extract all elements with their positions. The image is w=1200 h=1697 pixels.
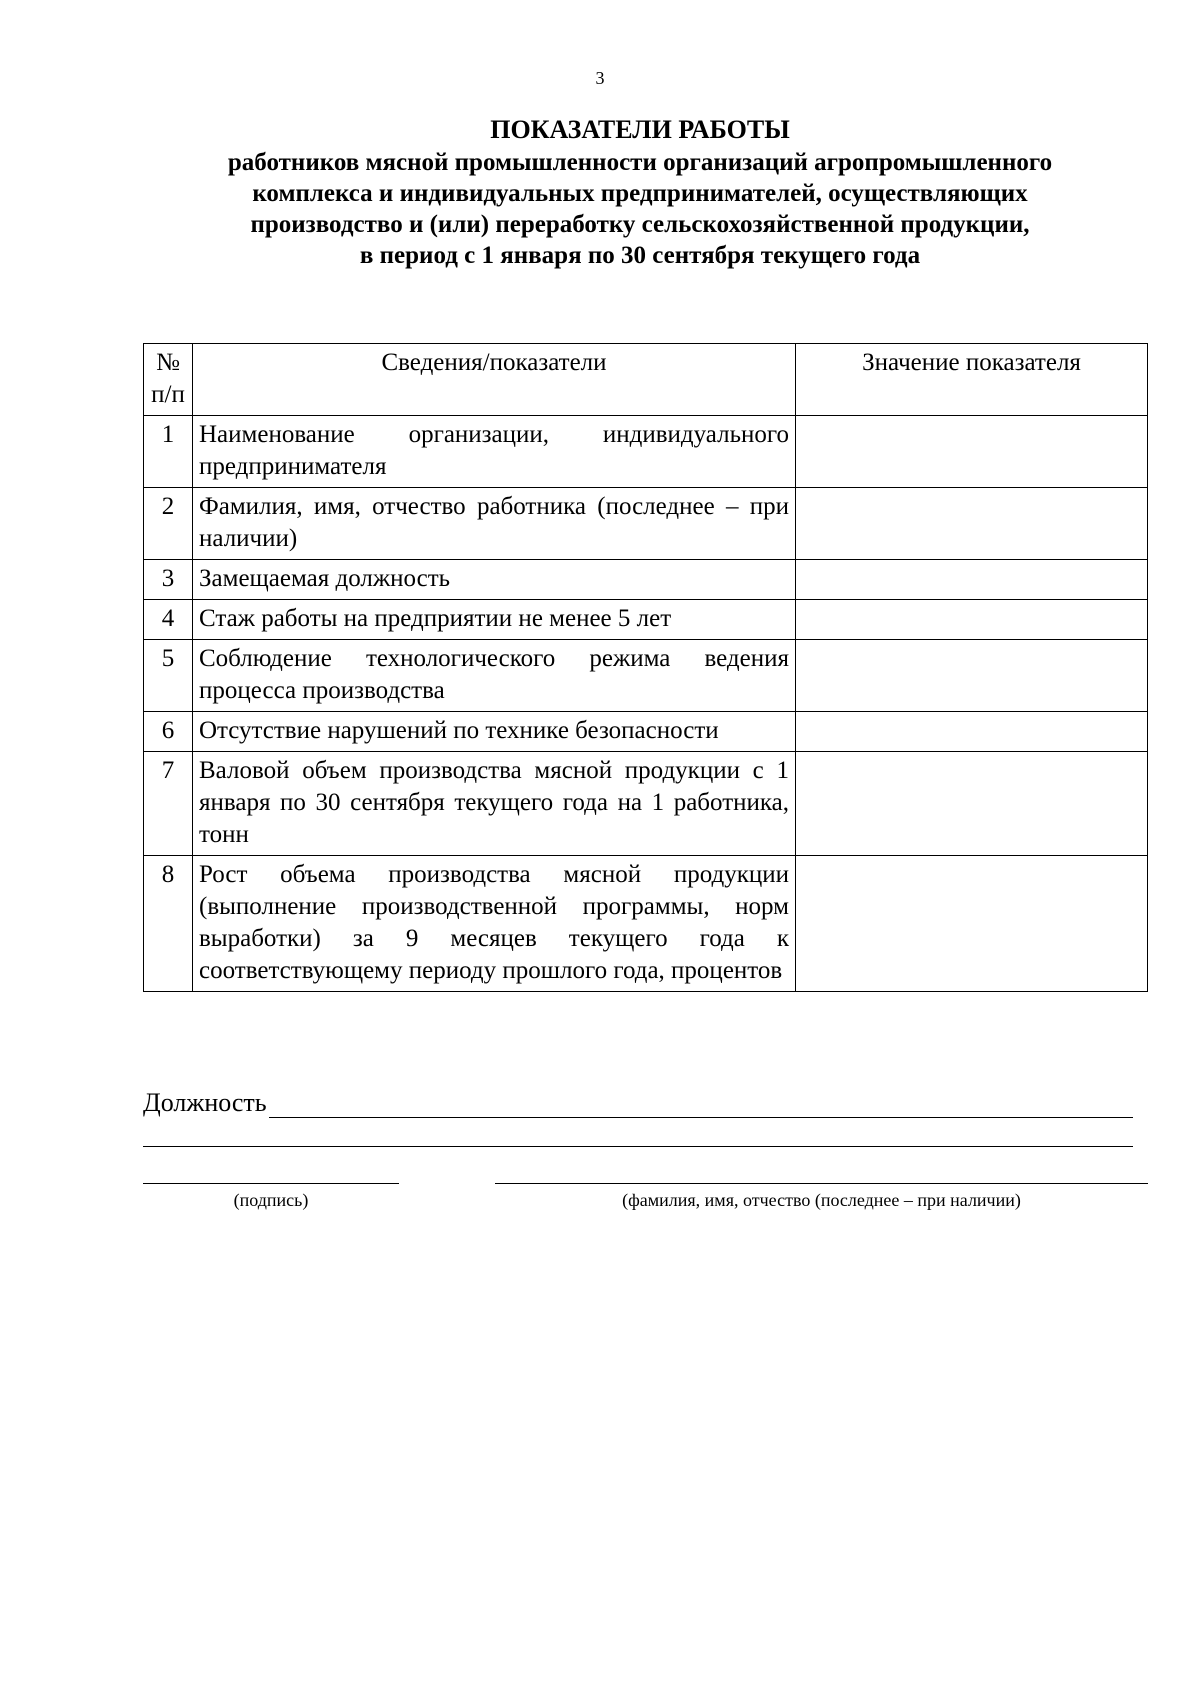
row-text: Замещаемая должность: [193, 560, 796, 600]
signature-caption: (подпись): [233, 1190, 309, 1210]
table-row: [144, 560, 1148, 600]
page-number: 3: [595, 68, 605, 88]
full-name-line[interactable]: [495, 1183, 1148, 1184]
row-number: 6: [144, 712, 193, 752]
header-info: Сведения/показатели: [193, 344, 796, 416]
position-label: Должность: [143, 1088, 267, 1117]
table-row: [144, 488, 1148, 560]
row-number: 8: [144, 856, 193, 992]
document-title-block: [140, 114, 1140, 271]
indicators-table: [143, 343, 1148, 992]
position-input-line[interactable]: [269, 1089, 1133, 1118]
row-number: 2: [144, 488, 193, 560]
row-number: 1: [144, 416, 193, 488]
signature-line[interactable]: [143, 1183, 399, 1184]
position-continuation-line[interactable]: [143, 1146, 1133, 1147]
table-row: [144, 752, 1148, 856]
row-number: 7: [144, 752, 193, 856]
row-value[interactable]: [796, 712, 1148, 752]
row-text: Отсутствие нарушений по технике безопасности: [193, 712, 796, 752]
row-value[interactable]: [796, 752, 1148, 856]
position-field: [143, 1088, 1133, 1118]
row-number: 5: [144, 640, 193, 712]
row-value[interactable]: [796, 600, 1148, 640]
row-text: Валовой объем производства мясной продукции с 1 января по 30 сентября текущего года на 1 работника, тонн: [193, 752, 796, 856]
table-row: [144, 856, 1148, 992]
header-value: Значение показателя: [796, 344, 1148, 416]
row-text: Соблюдение технологического режима ведения процесса производства: [193, 640, 796, 712]
subtitle-line-2: комплекса и индивидуальных предпринимателей, осуществляющих: [252, 180, 1028, 207]
document-title: ПОКАЗАТЕЛИ РАБОТЫ: [490, 115, 790, 144]
table-row: [144, 600, 1148, 640]
table-row: [144, 416, 1148, 488]
full-name-caption: (фамилия, имя, отчество (последнее – при наличии): [622, 1190, 1021, 1210]
row-text: Стаж работы на предприятии не менее 5 лет: [193, 600, 796, 640]
table-row: [144, 640, 1148, 712]
row-text: Фамилия, имя, отчество работника (последнее – при наличии): [193, 488, 796, 560]
row-value[interactable]: [796, 856, 1148, 992]
header-number: № п/п: [144, 344, 193, 416]
table-row: [144, 712, 1148, 752]
subtitle-line-3: производство и (или) переработку сельскохозяйственной продукции,: [250, 211, 1030, 238]
row-value[interactable]: [796, 416, 1148, 488]
row-text: Рост объема производства мясной продукции (выполнение производственной программы, норм выработки) за 9 месяцев текущего года к соответствующему периоду прошлого года, процентов: [193, 856, 796, 992]
row-number: 4: [144, 600, 193, 640]
row-value[interactable]: [796, 560, 1148, 600]
row-text: Наименование организации, индивидуального предпринимателя: [193, 416, 796, 488]
row-number: 3: [144, 560, 193, 600]
row-value[interactable]: [796, 488, 1148, 560]
subtitle-line-1: работников мясной промышленности организаций агропромышленного: [227, 149, 1053, 176]
subtitle-line-4: в период с 1 января по 30 сентября текущего года: [359, 242, 921, 269]
row-value[interactable]: [796, 640, 1148, 712]
table-header-row: [144, 344, 1148, 416]
